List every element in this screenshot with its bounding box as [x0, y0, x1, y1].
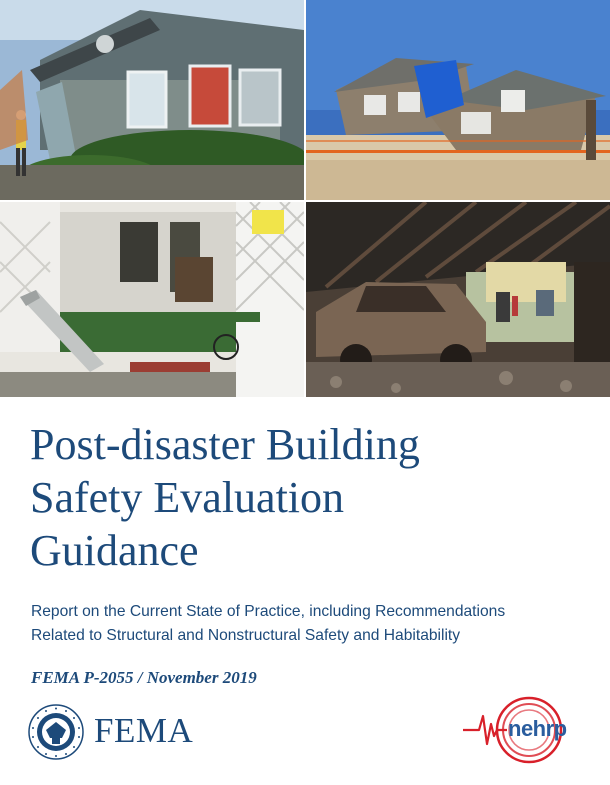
fema-wordmark: FEMA	[94, 711, 194, 750]
collapsed-beach-house-photo	[306, 0, 610, 200]
damaged-porch-photo	[0, 202, 304, 397]
subtitle-line-2: Related to Structural and Nonstructural Safety and Habitability	[31, 627, 461, 644]
title-line-2: Safety Evaluation	[30, 473, 345, 522]
report-subtitle	[31, 600, 601, 648]
title-line-3: Guidance	[30, 526, 199, 575]
report-title	[30, 418, 590, 577]
subtitle-line-1: Report on the Current State of Practice, including Recommendations	[31, 603, 506, 620]
title-line-1: Post-disaster Building	[30, 420, 420, 469]
dhs-seal-icon	[28, 704, 84, 760]
nehrp-wordmark: nehrp	[508, 716, 567, 741]
report-id: FEMA P-2055 / November 2019	[31, 668, 257, 687]
damaged-house-worker-photo	[0, 0, 304, 200]
burned-carport-photo	[306, 202, 610, 397]
